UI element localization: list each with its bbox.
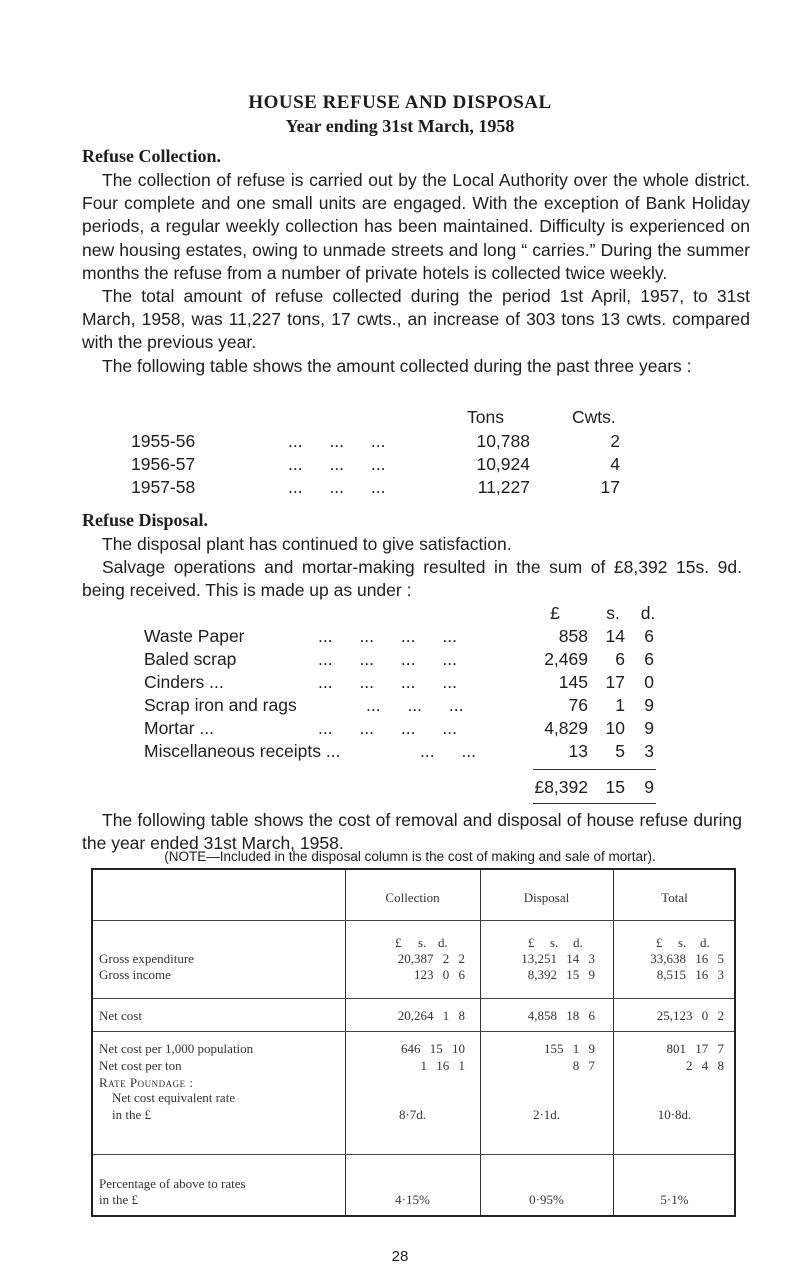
unit-l: £: [528, 935, 535, 950]
section-heading-disposal: Refuse Disposal.: [82, 510, 209, 530]
row-label-net-cost: Net cost: [99, 1008, 142, 1023]
unit-s: s.: [418, 935, 427, 950]
collection-text: [82, 169, 750, 378]
cwts-value: 2: [610, 431, 620, 451]
pounds-value: 145: [558, 672, 588, 692]
pounds-value: 76: [568, 695, 588, 715]
shillings-value: 17: [605, 672, 625, 692]
row-divider: [93, 998, 734, 999]
row-label-gross-expenditure: Gross expenditure: [99, 951, 194, 966]
unit-s: s.: [678, 935, 687, 950]
shillings-value: 10: [605, 718, 625, 738]
collection-value: 123 0 6: [414, 967, 465, 982]
row-label-per-ton: Net cost per ton: [99, 1058, 182, 1073]
total-pounds: £8,392: [534, 777, 588, 797]
column-divider: [613, 870, 614, 1215]
page-title: HOUSE REFUSE AND DISPOSAL: [248, 92, 552, 113]
row-label-per-1000: Net cost per 1,000 population: [99, 1041, 254, 1056]
total-value: 25,123 0 2: [656, 1008, 724, 1023]
tons-value: 11,227: [477, 477, 530, 497]
total-value: 801 17 7: [666, 1041, 724, 1056]
item-label: Baled scrap: [144, 649, 237, 669]
total-value: 8,515 16 3: [656, 967, 724, 982]
unit-l: £: [395, 935, 402, 950]
row-divider: [93, 1031, 734, 1032]
collection-value: 646 15 10: [401, 1041, 465, 1056]
paragraph: The total amount of refuse collected during the period 1st April, 1957, to 31st March, 1958, was 11,227 tons, 17 cwts., an increase of 303 tons 13 cwts. compared with the previous year.: [82, 286, 750, 353]
paragraph: The collection of refuse is carried out by the Local Authority over the whole district. Four complete and one small units are engaged. With the exception of Bank Holiday periods, a regular weekly collection has been maintained. Difficulty is experienced on new housing estates, owing to unmade streets and long “ carries.” During the summer months the refuse from a number of private hotels is collected twice weekly.: [82, 170, 750, 283]
column-header-total: Total: [661, 890, 688, 905]
collection-value: 20,387 2 2: [397, 951, 465, 966]
pence-value: 6: [644, 649, 654, 669]
leader-dots: ... ... ...: [288, 454, 386, 474]
total-value: 2 4 8: [686, 1058, 724, 1073]
row-label-percentage: Percentage of above to rates: [99, 1176, 246, 1191]
shillings-value: 14: [605, 626, 625, 646]
collection-value: 4·15%: [395, 1192, 430, 1207]
item-label: Waste Paper: [144, 626, 245, 646]
year-label: 1957-58: [131, 477, 196, 497]
rule: [533, 769, 656, 770]
disposal-value: 8 7: [572, 1058, 595, 1073]
cost-table: [91, 868, 736, 1217]
unit-d: d.: [438, 935, 448, 950]
item-label: Cinders ...: [144, 672, 224, 692]
disposal-value: 2·1d.: [532, 1107, 561, 1122]
collection-value: 20,264 1 8: [397, 1008, 465, 1023]
leader-dots: ... ... ... ...: [318, 718, 457, 738]
pounds-value: 858: [558, 626, 588, 646]
leader-dots: ... ... ... ...: [318, 626, 457, 646]
pence-value: 9: [644, 695, 654, 715]
row-divider: [93, 1154, 734, 1155]
row-label-gross-income: Gross income: [99, 967, 171, 982]
tons-value: 10,788: [476, 431, 530, 451]
leader-dots: ... ... ...: [288, 431, 386, 451]
leader-dots: ... ... ...: [366, 695, 464, 715]
year-label: 1955-56: [131, 431, 196, 451]
disposal-text: [82, 533, 742, 603]
disposal-value: 155 1 9: [544, 1041, 595, 1056]
disposal-value: 0·95%: [529, 1192, 564, 1207]
total-value: 33,638 16 5: [650, 951, 724, 966]
collection-value: 8·7d.: [398, 1107, 427, 1122]
pence-value: 3: [644, 741, 654, 761]
rule: [533, 803, 656, 804]
item-label: Scrap iron and rags: [144, 695, 297, 715]
column-header-shillings: s.: [606, 603, 620, 623]
leader-dots: ... ... ... ...: [318, 672, 457, 692]
pence-value: 9: [644, 718, 654, 738]
disposal-value: 8,392 15 9: [527, 967, 595, 982]
leader-dots: ... ... ... ...: [318, 649, 457, 669]
column-header-disposal: Disposal: [523, 890, 570, 905]
item-label: Mortar ...: [144, 718, 215, 738]
tons-value: 10,924: [476, 454, 530, 474]
total-value: 10·8d.: [657, 1107, 692, 1122]
section-heading-collection: Refuse Collection.: [82, 146, 221, 166]
paragraph: The following table shows the amount collected during the past three years :: [102, 355, 692, 376]
unit-d: d.: [573, 935, 583, 950]
row-label-percentage-2: in the £: [99, 1192, 138, 1207]
row-divider: [93, 920, 734, 921]
column-header-tons: Tons: [467, 407, 504, 427]
collection-value: 1 16 1: [420, 1058, 465, 1073]
row-label-net-equivalent-2: in the £: [112, 1107, 151, 1122]
shillings-value: 5: [615, 741, 625, 761]
disposal-value: 4,858 18 6: [527, 1008, 595, 1023]
paragraph: Salvage operations and mortar-making resulted in the sum of £8,392 15s. 9d. being received. This is made up as under :: [82, 557, 742, 601]
column-header-collection: Collection: [385, 890, 440, 905]
page-subtitle: Year ending 31st March, 1958: [285, 116, 515, 136]
cwts-value: 17: [600, 477, 620, 497]
disposal-value: 13,251 14 3: [521, 951, 595, 966]
pence-value: 0: [644, 672, 654, 692]
row-label-rate-poundage: Rate Poundage :: [99, 1075, 194, 1090]
shillings-value: 1: [615, 695, 625, 715]
page-number: 28: [391, 1248, 409, 1265]
total-shillings: 15: [605, 777, 625, 797]
column-header-pence: d.: [640, 603, 656, 623]
cwts-value: 4: [610, 454, 620, 474]
leader-dots: ... ...: [420, 741, 477, 761]
shillings-value: 6: [615, 649, 625, 669]
column-header-cwts: Cwts.: [572, 407, 616, 427]
pounds-value: 2,469: [544, 649, 588, 669]
pounds-value: 4,829: [544, 718, 588, 738]
paragraph: The following table shows the cost of removal and disposal of house refuse during the year ended 31st March, 1958.: [82, 810, 742, 854]
leader-dots: ... ... ...: [288, 477, 386, 497]
total-pence: 9: [644, 777, 654, 797]
column-divider: [480, 870, 481, 1215]
column-divider: [345, 870, 346, 1215]
row-label-net-equivalent: Net cost equivalent rate: [112, 1090, 236, 1105]
unit-d: d.: [700, 935, 710, 950]
item-label: Miscellaneous receipts ...: [144, 741, 341, 761]
column-header-pounds: £: [550, 603, 560, 623]
year-label: 1956-57: [131, 454, 196, 474]
pounds-value: 13: [568, 741, 588, 761]
paragraph: The disposal plant has continued to give satisfaction.: [102, 534, 512, 554]
pence-value: 6: [644, 626, 654, 646]
unit-s: s.: [550, 935, 559, 950]
unit-l: £: [656, 935, 663, 950]
total-value: 5·1%: [660, 1192, 689, 1207]
note: (NOTE—Included in the disposal column is the cost of making and sale of mortar).: [164, 849, 656, 864]
